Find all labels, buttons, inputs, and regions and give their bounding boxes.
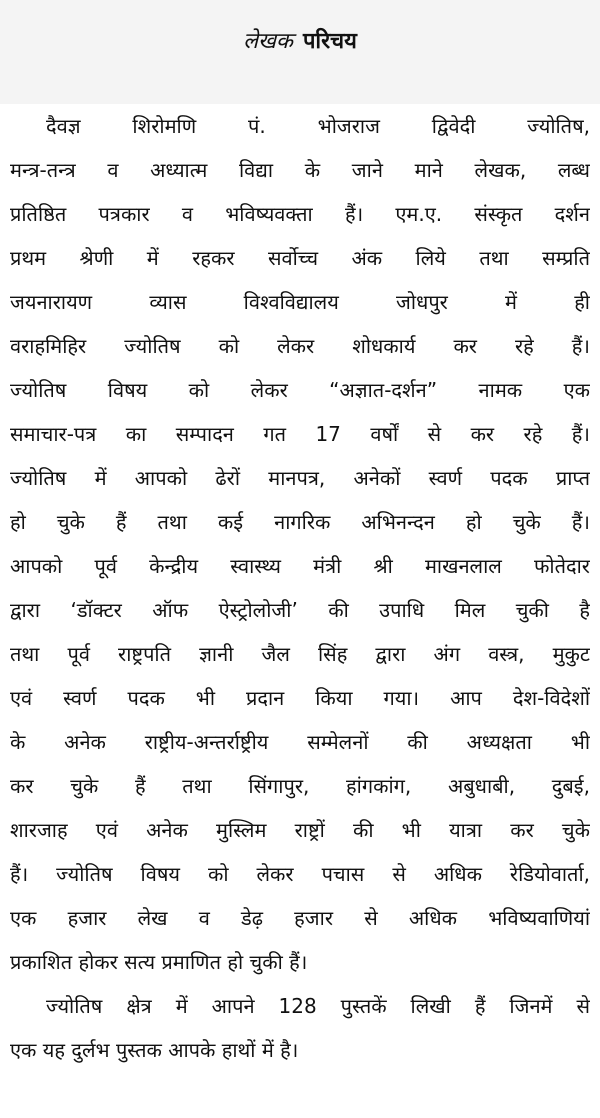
text-line: शारजाह एवं अनेक मुस्लिम राष्ट्रों की भी यात्रा कर चुके [10, 818, 590, 842]
body-text [10, 104, 590, 1072]
text-line: प्रथम श्रेणी में रहकर सर्वोच्च अंक लिये तथा सम्प्रति [10, 246, 590, 270]
text-line: एक यह दुर्लभ पुस्तक आपके हाथों में है। [10, 1038, 299, 1062]
text-line: जयनारायण व्यास विश्वविद्यालय जोधपुर में ही [10, 290, 590, 314]
text-line: मन्त्र-तन्त्र व अध्यात्म विद्या के जाने माने लेखक, लब्ध [10, 158, 590, 182]
page-title-bold: परिचय [302, 29, 357, 54]
text-line: तथा पूर्व राष्ट्रपति ज्ञानी जैल सिंह द्वारा अंग वस्त्र, मुकुट [10, 642, 590, 666]
text-line: एवं स्वर्ण पदक भी प्रदान किया गया। आप देश-विदेशों [10, 686, 590, 710]
paragraph-2 [10, 984, 590, 1072]
text-line: के अनेक राष्ट्रीय-अन्तर्राष्ट्रीय सम्मेलनों की अध्यक्षता भी [10, 730, 590, 754]
page-title [0, 22, 600, 62]
text-line: हैं। ज्योतिष विषय को लेकर पचास से अधिक रेडियोवार्ता, [10, 862, 590, 886]
text-line: वराहमिहिर ज्योतिष को लेकर शोधकार्य कर रहे हैं। [10, 334, 590, 358]
text-line: दैवज्ञ शिरोमणि पं. भोजराज द्विवेदी ज्योतिष, [46, 114, 590, 138]
text-line: द्वारा ‘डॉक्टर ऑफ ऐस्ट्रोलोजी’ की उपाधि मिल चुकी है [10, 598, 590, 622]
text-line: आपको पूर्व केन्द्रीय स्वास्थ्य मंत्री श्री माखनलाल फोतेदार [10, 554, 590, 578]
text-line: कर चुके हैं तथा सिंगापुर, हांगकांग, अबुधाबी, दुबई, [10, 774, 590, 798]
text-line: समाचार-पत्र का सम्पादन गत 17 वर्षों से कर रहे हैं। [10, 422, 590, 446]
text-line: प्रतिष्ठित पत्रकार व भविष्यवक्ता हैं। एम.ए. संस्कृत दर्शन [10, 202, 590, 226]
text-line: प्रकाशित होकर सत्य प्रमाणित हो चुकी हैं। [10, 950, 308, 974]
text-line: हो चुके हैं तथा कई नागरिक अभिनन्दन हो चुके हैं। [10, 510, 590, 534]
text-line: ज्योतिष विषय को लेकर “अज्ञात-दर्शन” नामक एक [10, 378, 590, 402]
text-line: ज्योतिष में आपको ढेरों मानपत्र, अनेकों स्वर्ण पदक प्राप्त [10, 466, 590, 490]
page-title-italic: लेखक [243, 29, 293, 54]
text-line: एक हजार लेख व डेढ़ हजार से अधिक भविष्यवाणियां [10, 906, 590, 930]
text-line: ज्योतिष क्षेत्र में आपने 128 पुस्तकें लिखी हैं जिनमें से [46, 994, 590, 1018]
paragraph-1 [10, 104, 590, 984]
